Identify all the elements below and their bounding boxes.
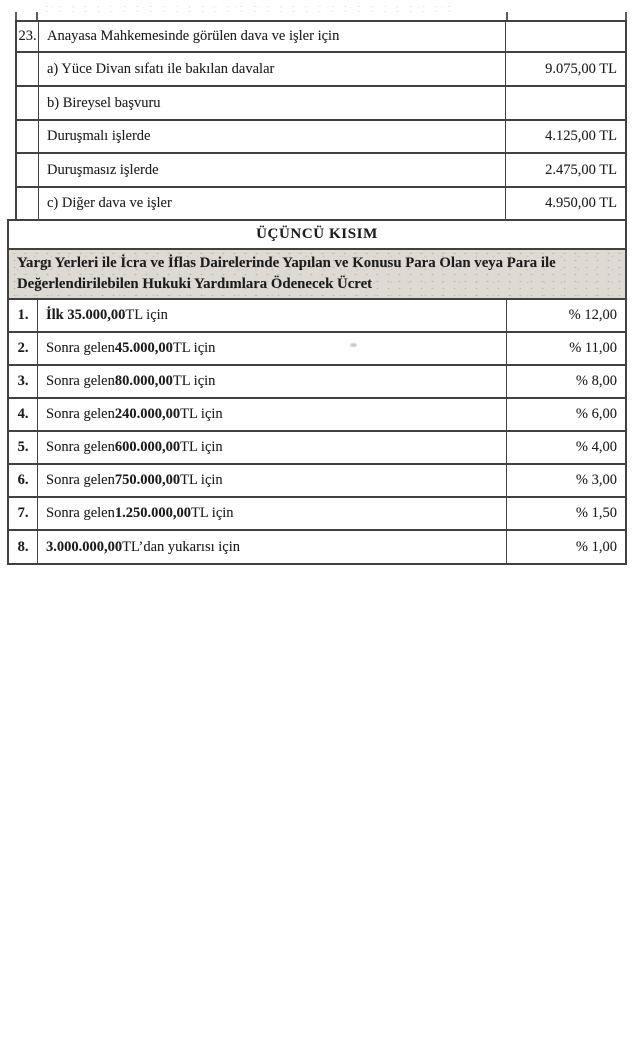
table-row [17, 119, 625, 152]
label-amount: 80.000,00 [114, 373, 173, 390]
table-row [9, 529, 625, 563]
table-row [9, 364, 625, 397]
label-suffix: TL için [180, 472, 223, 489]
row-number [17, 154, 39, 186]
table-row [9, 298, 625, 331]
row-amount [505, 87, 625, 119]
row-rate: % 1,50 [506, 498, 625, 529]
row-number: 4. [9, 399, 38, 430]
row-rate: % 4,00 [506, 432, 625, 463]
row-label: c) Diğer dava ve işler [47, 195, 172, 212]
label-prefix: Sonra gelen [46, 472, 115, 489]
table-row [17, 51, 625, 85]
label-amount: 1.250.000,00 [114, 505, 191, 522]
row-number [17, 53, 39, 85]
fee-table-proportional [7, 219, 627, 565]
row-number: 8. [9, 531, 38, 563]
row-rate: % 3,00 [506, 465, 625, 496]
row-number: 23. [17, 22, 39, 51]
label-suffix: TL için [172, 340, 216, 357]
table-row [9, 496, 625, 529]
row-amount [505, 22, 625, 51]
row-rate: % 6,00 [506, 399, 625, 430]
row-number: 5. [9, 432, 38, 463]
label-amount: 600.000,00 [114, 439, 181, 456]
fee-table-constitutional-court [15, 20, 627, 221]
table-row [9, 463, 625, 496]
table-row [9, 430, 625, 463]
table-row [17, 85, 625, 119]
row-amount: 4.950,00 TL [505, 188, 625, 219]
row-label [38, 333, 506, 364]
row-number [17, 87, 39, 119]
label-prefix: Sonra gelen [46, 340, 115, 357]
row-label: Duruşmalı işlerde [47, 128, 151, 145]
row-number [17, 121, 39, 152]
row-label: Duruşmasız işlerde [47, 161, 159, 178]
row-number: 7. [9, 498, 38, 529]
row-label: b) Bireysel başvuru [47, 94, 161, 111]
row-number: 3. [9, 366, 38, 397]
row-label: Anayasa Mahkemesinde görülen dava ve işler için [47, 28, 340, 45]
label-suffix: TL için [180, 439, 223, 456]
label-suffix: TL için [180, 406, 223, 423]
table-row [17, 22, 625, 51]
row-rate: % 12,00 [506, 300, 625, 331]
row-number: 2. [9, 333, 38, 364]
row-label [38, 531, 506, 563]
label-suffix: TL için [172, 373, 216, 390]
label-amount: 3.000.000,00 [46, 538, 123, 555]
label-suffix: TL için [125, 307, 168, 324]
label-prefix: Sonra gelen [46, 406, 115, 423]
label-prefix: Sonra gelen [46, 373, 115, 390]
label-amount: 240.000,00 [114, 406, 181, 423]
label-amount: 750.000,00 [114, 472, 181, 489]
row-number: 6. [9, 465, 38, 496]
row-rate: % 11,00 [506, 333, 625, 364]
row-amount: 2.475,00 TL [505, 154, 625, 186]
row-label [38, 300, 506, 331]
scan-smudge-artifact [350, 343, 357, 347]
row-number: 1. [9, 300, 38, 331]
row-label [38, 465, 506, 496]
table-row [9, 331, 625, 364]
table-row [17, 152, 625, 186]
label-amount: 45.000,00 [114, 340, 173, 357]
row-amount: 9.075,00 TL [505, 53, 625, 85]
row-rate: % 8,00 [506, 366, 625, 397]
table-row [17, 186, 625, 219]
row-amount: 4.125,00 TL [505, 121, 625, 152]
label-suffix: TL’dan yukarısı için [122, 538, 240, 555]
label-suffix: TL için [190, 505, 234, 522]
label-amount: İlk 35.000,00 [46, 307, 126, 324]
table-row [9, 397, 625, 430]
row-label [38, 366, 506, 397]
row-number [17, 188, 39, 219]
row-label [38, 399, 506, 430]
label-prefix: Sonra gelen [46, 505, 115, 522]
row-label: a) Yüce Divan sıfatı ile bakılan davalar [47, 60, 275, 77]
row-label [38, 498, 506, 529]
section-subtitle: Yargı Yerleri ile İcra ve İflas Dairelerinde Yapılan ve Konusu Para Olan veya Para ile Değerlendirilebilen Hukuki Yardımlara Ödenecek Ücret [9, 248, 625, 298]
scan-noise-artifact [40, 4, 460, 14]
row-rate: % 1,00 [506, 531, 625, 563]
section-title: ÜÇÜNCÜ KISIM [256, 226, 378, 242]
label-prefix: Sonra gelen [46, 439, 115, 456]
row-label [38, 432, 506, 463]
